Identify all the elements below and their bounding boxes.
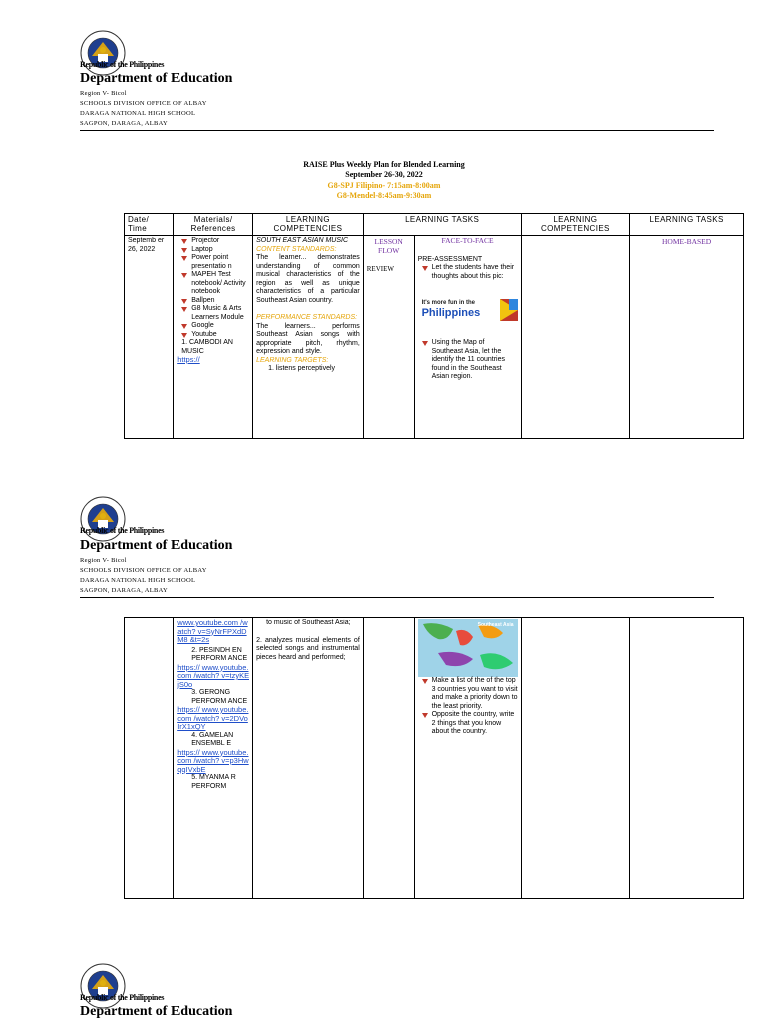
list-item: G8 Music & Arts Learners Module [177,305,249,322]
header-date-time: Date/ Time [125,214,174,236]
learning-targets-label: LEARNING TARGETS: [256,356,329,364]
school-label: DARAGA NATIONAL HIGH SCHOOL [80,110,196,117]
table-header-row [125,214,744,236]
face-to-face-label: FACE-TO-FACE [441,236,494,245]
department-title: Department of Education [80,538,233,553]
date-cell: Septemb er 26, 2022 [128,237,165,253]
youtube-link[interactable]: https:// www.youtube.com /watch? v=p3HwqqIVxbE [177,747,249,774]
list-item: Youtube [177,331,249,340]
ad-bottom-text: Philippines [421,306,481,319]
deped-seal-icon [80,496,126,542]
table-row [125,236,744,439]
content-standards-label: CONTENT STANDARDS: [256,245,337,253]
deped-seal-icon [80,963,126,1009]
music-item: 5. MYANMA R PERFORM [191,774,236,790]
weekly-plan-table-continued [124,617,744,899]
task-item: Make a list of the of the top 3 countries you want to visit and make a priority down to the least priority. [418,677,518,711]
competency-continued: to music of Southeast Asia; [266,619,351,626]
header-materials: Materials/ References [174,214,253,236]
plan-dates: September 26-30, 2022 [345,170,423,179]
address-label: SAGPON, DARAGA, ALBAY [80,587,169,594]
address-label: SAGPON, DARAGA, ALBAY [80,120,169,127]
home-based-label: HOME-BASED [662,237,712,246]
list-item: Projector [177,237,249,246]
music-item: 2. PESINDH EN PERFORM ANCE [191,646,248,662]
weekly-plan-table [124,213,744,439]
music-item: 3. GERONG PERFORM ANCE [191,689,248,705]
header-tasks-2: LEARNING TASKS [630,214,744,236]
deped-seal-icon [80,30,126,76]
header-competencies-2: LEARNING COMPETENCIES [521,214,630,236]
region-label: Region V- Bicol [80,90,127,97]
content-standards-text: The learner... demonstrates understanding of common musical characteristics of the region as well as unique characteristics of a particular Southeast Asian country. [256,254,360,304]
youtube-link[interactable]: https:// www.youtube.com /watch? v=tzyKEjS0o [177,662,250,689]
division-label: SCHOOLS DIVISION OFFICE OF ALBAY [80,100,207,107]
plan-title: RAISE Plus Weekly Plan for Blended Learning [303,160,465,169]
youtube-link[interactable]: https:// www.youtube.com /watch? v=2DVoIrX1xQY [177,705,249,731]
section-2-schedule: G8-Mendel-8:45am-9:30am [336,191,432,200]
review-label: REVIEW [366,265,394,273]
learning-target-1: 1. listens perceptively [268,365,336,372]
header-tasks: LEARNING TASKS [363,214,521,236]
task-item: Let the students have their thoughts about this pic: [418,264,518,281]
list-item: Laptop [177,246,249,255]
list-item: Ballpen [177,297,249,306]
header-competencies: LEARNING COMPETENCIES [253,214,364,236]
lesson-flow-label: LESSON FLOW [374,237,403,255]
school-label: DARAGA NATIONAL HIGH SCHOOL [80,577,196,584]
music-item-1: 1. CAMBODI AN MUSIC [181,339,233,355]
tourism-logo-icon [500,299,518,321]
list-item: Power point presentatio n [177,254,249,271]
task-item: Opposite the country, write 2 things that you know about the country. [418,711,518,737]
youtube-link[interactable]: https:// [177,355,200,364]
region-label: Region V- Bicol [80,557,127,564]
task-item: Using the Map of Southeast Asia, let the identify the 11 countries found in the Southeast Asian region. [418,339,518,382]
learning-target-2: 2. analyzes musical elements of selected songs and instrumental pieces heard and performed; [256,636,360,661]
header-divider [80,130,714,131]
map-label: Southeast Asia [477,622,514,628]
music-item: 4. GAMELAN ENSEMBL E [191,731,234,747]
republic-label: Republic of the Philippines [80,526,165,535]
division-label: SCHOOLS DIVISION OFFICE OF ALBAY [80,567,207,574]
list-item: Google [177,322,249,331]
pre-assessment-label: PRE-ASSESSMENT [417,255,483,263]
materials-list [177,237,249,339]
southeast-asia-map [418,619,518,677]
table-row [125,618,744,899]
competency-title: SOUTH EAST ASIAN MUSIC [256,237,349,244]
header-divider [80,597,714,598]
department-title: Department of Education [80,1004,233,1019]
department-title: Department of Education [80,71,233,86]
philippines-tourism-image [422,299,518,321]
list-item: MAPEH Test notebook/ Activity notebook [177,271,249,297]
republic-label: Republic of the Philippines [80,60,165,69]
republic-label: Republic of the Philippines [80,993,165,1002]
section-1-schedule: G8-SPJ Filipino- 7:15am-8:00am [327,181,441,190]
performance-standards-label: PERFORMANCE STANDARDS: [256,314,358,321]
performance-standards-text: The learners... performs Southeast Asian songs with appropriate pitch, rhythm, expression and style. [256,322,360,355]
ad-top-text: It's more fun in the [421,300,476,306]
youtube-link[interactable]: www.youtube.com /watch? v=SyNrFPXdDM8 &t=2s [177,619,248,644]
